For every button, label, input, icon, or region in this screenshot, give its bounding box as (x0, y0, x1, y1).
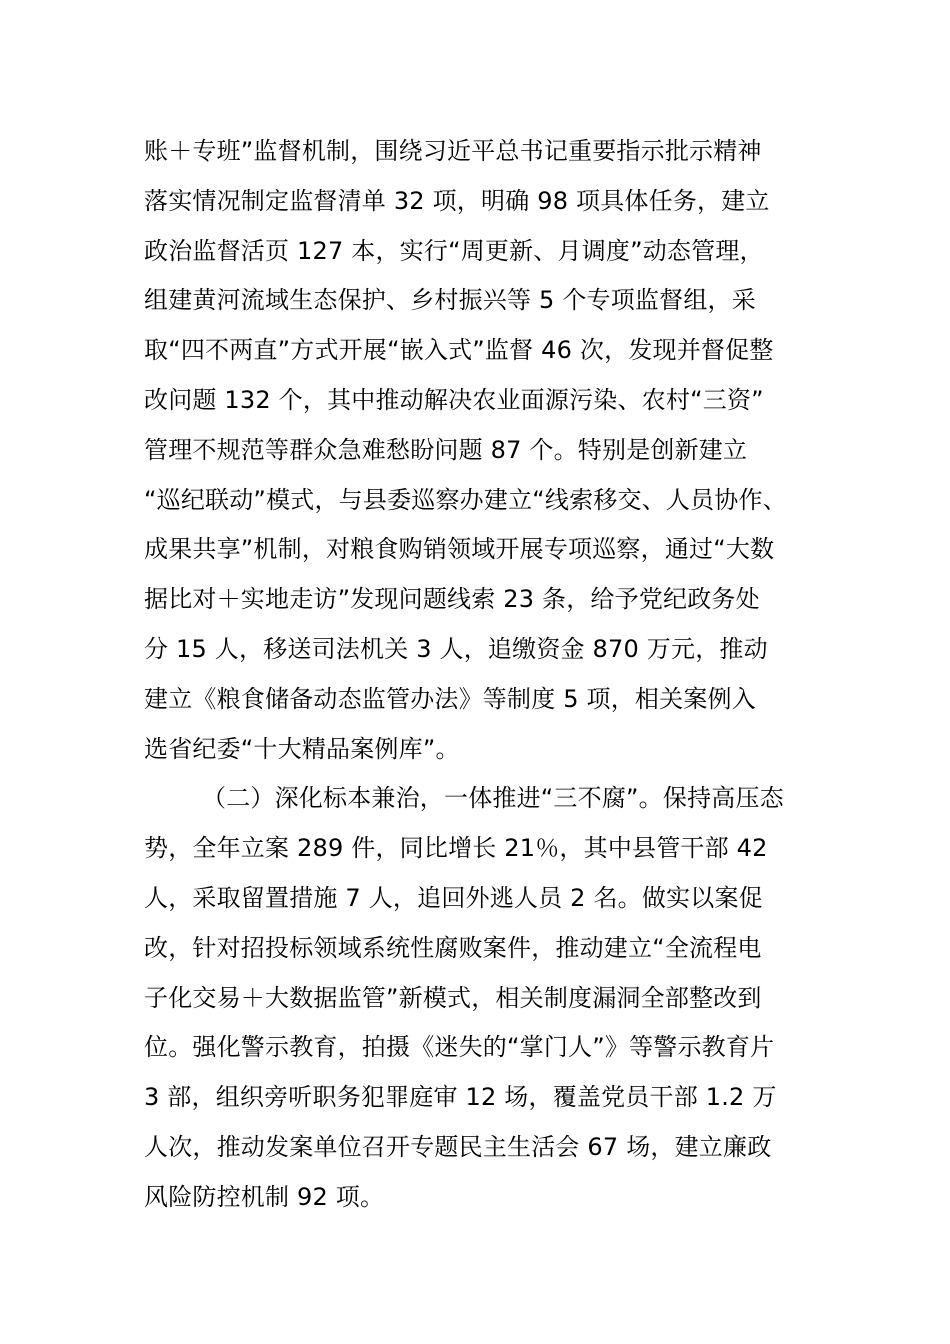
text-line: 组建黄河流域生态保护、乡村振兴等 5 个专项监督组，采 (144, 286, 756, 315)
text-line: 位。强化警示教育，拍摄《迷失的“掌门人”》等警示教育片 (144, 1033, 775, 1062)
text-line: 3 部，组织旁听职务犯罪庭审 12 场，覆盖党员干部 1.2 万 (144, 1083, 777, 1112)
text-line: 管理不规范等群众急难愁盼问题 87 个。特别是创新建立 (144, 435, 748, 464)
text-line: 人，采取留置措施 7 人，追回外逃人员 2 名。做实以案促 (144, 883, 763, 912)
text-line: 势，全年立案 289 件，同比增长 21％，其中县管干部 42 (144, 834, 768, 863)
text-line: 据比对＋实地走访”发现问题线索 23 条，给予党纪政务处 (144, 585, 760, 614)
text-line: “巡纪联动”模式，与县委巡察办建立“线索移交、人员协作、 (144, 485, 787, 514)
text-line: 账＋专班”监督机制，围绕习近平总书记重要指示批示精神 (144, 137, 762, 165)
text-line: 子化交易＋大数据监管”新模式，相关制度漏洞全部整改到 (144, 983, 762, 1012)
section-heading-line: （二）深化标本兼治，一体推进“三不腐”。保持高压态 (202, 784, 784, 813)
text-line: 建立《粮食储备动态监管办法》等制度 5 项，相关案例入 (144, 684, 756, 713)
text-line: 成果共享”机制，对粮食购销领域开展专项巡察，通过“大数 (144, 535, 775, 564)
text-line: 分 15 人，移送司法机关 3 人，追缴资金 870 万元，推动 (144, 634, 768, 663)
text-line: 落实情况制定监督清单 32 项，明确 98 项具体任务，建立 (144, 186, 770, 215)
text-line: 改问题 132 个，其中推动解决农业面源污染、农村“三资” (144, 385, 764, 414)
text-line: 选省纪委“十大精品案例库”。 (144, 734, 460, 763)
body-text (144, 127, 844, 1223)
text-line: 取“四不两直”方式开展“嵌入式”监督 46 次，发现并督促整 (144, 336, 774, 365)
text-line: 人次，推动发案单位召开专题民主生活会 67 场，建立廉政 (144, 1132, 772, 1161)
text-line: 风险防控机制 92 项。 (144, 1182, 385, 1211)
text-line: 改，针对招投标领域系统性腐败案件，推动建立“全流程电 (144, 933, 762, 962)
text-line: 政治监督活页 127 本，实行“周更新、月调度”动态管理， (144, 236, 764, 265)
